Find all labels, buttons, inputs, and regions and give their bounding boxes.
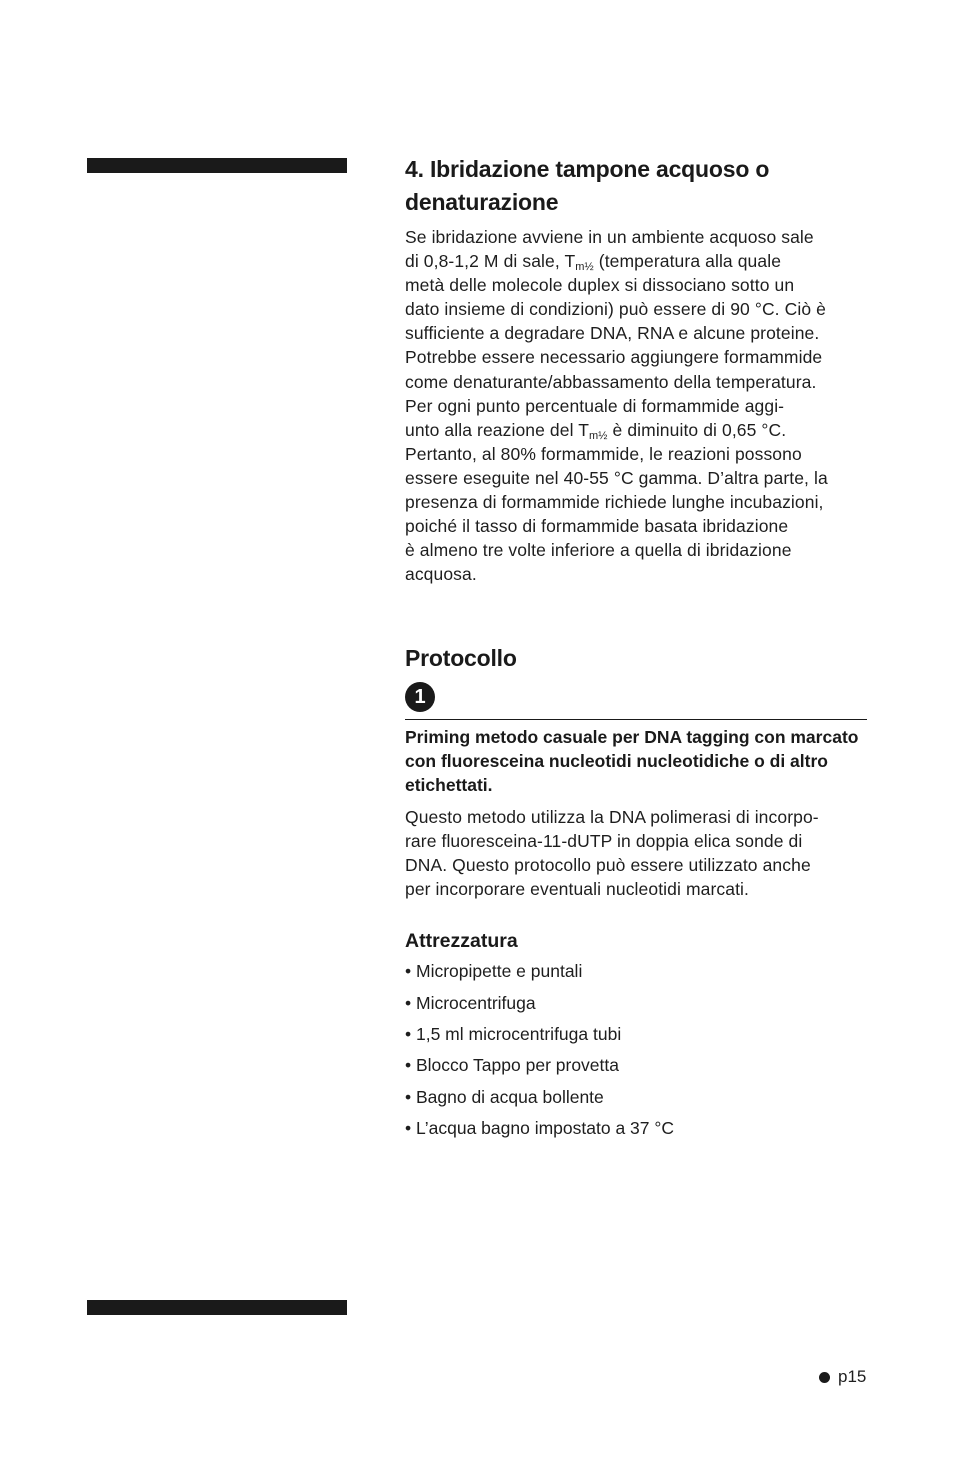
- body-line: [405, 249, 867, 273]
- body-line: [405, 297, 867, 321]
- protocol-heading: Protocollo: [405, 645, 517, 671]
- text-run: è diminuito di 0,65 °C.: [607, 419, 787, 440]
- text-run: Potrebbe essere necessario aggiungere formammide: [405, 347, 823, 368]
- lead-line: Priming metodo casuale per DNA tagging con marcato: [405, 727, 859, 747]
- lead-line: etichettati.: [405, 775, 493, 795]
- equipment-heading: Attrezzatura: [405, 930, 518, 953]
- section-title-line: 4. Ibridazione tampone acquoso o: [405, 156, 770, 182]
- subscript: m½: [575, 261, 594, 274]
- description-line: DNA. Questo protocollo può essere utilizzato anche: [405, 855, 811, 876]
- text-run: presenza di formammide richiede lunghe incubazioni,: [405, 492, 824, 513]
- body-line: [405, 538, 867, 562]
- section-title-line: denaturazione: [405, 189, 559, 215]
- body-line: [405, 273, 867, 297]
- text-run: dato insieme di condizioni) può essere di 90 °C. Ciò è: [405, 299, 826, 320]
- equipment-list: [405, 956, 867, 1144]
- body-line: [405, 514, 867, 538]
- body-line: [405, 490, 867, 514]
- body-line: [405, 418, 867, 442]
- body-line: [405, 345, 867, 369]
- text-run: Per ogni punto percentuale di formammide aggi-: [405, 395, 785, 416]
- text-run: Se ibridazione avviene in un ambiente acquoso sale: [405, 227, 814, 247]
- section-title: [405, 153, 867, 219]
- equipment-item: • L’acqua bagno impostato a 37 °C: [405, 1117, 675, 1138]
- protocol-description: [405, 805, 867, 901]
- step-number-badge: 1: [405, 682, 435, 712]
- description-line: rare fluoresceina-11-dUTP in doppia elica sonde di: [405, 831, 803, 852]
- section-block: [405, 153, 867, 586]
- text-run: poiché il tasso di formammide basata ibridazione: [405, 516, 789, 537]
- decorative-bar-bottom: [87, 1300, 347, 1315]
- decorative-bar-top: [87, 158, 347, 173]
- text-run: è almeno tre volte inferiore a quella di ibridazione: [405, 540, 792, 561]
- text-run: (temperatura alla quale: [593, 251, 782, 272]
- body-line: [405, 442, 867, 466]
- body-line: [405, 466, 867, 490]
- text-run: metà delle molecole duplex si dissociano sotto un: [405, 275, 795, 296]
- body-line: [405, 562, 867, 586]
- body-line: [405, 394, 867, 418]
- subscript: m½: [589, 429, 608, 442]
- body-line: [405, 225, 867, 249]
- text-run: come denaturante/abbassamento della temperatura.: [405, 371, 817, 392]
- body-line: [405, 321, 867, 345]
- description-line: Questo metodo utilizza la DNA polimerasi di incorpo-: [405, 807, 819, 827]
- description-line: per incorporare eventuali nucleotidi marcati.: [405, 879, 749, 900]
- text-run: Pertanto, al 80% formammide, le reazioni possono: [405, 443, 802, 464]
- equipment-item: • 1,5 ml microcentrifuga tubi: [405, 1023, 622, 1044]
- equipment-item: • Microcentrifuga: [405, 992, 536, 1013]
- equipment-item: • Bagno di acqua bollente: [405, 1086, 604, 1107]
- page-number: [819, 1366, 866, 1388]
- text-run: di 0,8-1,2 M di sale, T: [405, 251, 576, 272]
- text-run: sufficiente a degradare DNA, RNA e alcune proteine.: [405, 323, 820, 344]
- text-run: essere eseguite nel 40-55 °C gamma. D’altra parte, la: [405, 467, 828, 488]
- lead-line: con fluoresceina nucleotidi nucleotidiche o di altro: [405, 751, 828, 771]
- equipment-item: • Micropipette e puntali: [405, 961, 583, 982]
- body-line: [405, 370, 867, 394]
- section-body: [405, 225, 867, 586]
- protocol-block: [405, 643, 867, 1144]
- equipment-item: • Blocco Tappo per provetta: [405, 1055, 619, 1076]
- bullet-dot-icon: [819, 1372, 830, 1383]
- divider-rule: [405, 719, 867, 720]
- page-number-label: p15: [838, 1367, 867, 1386]
- text-run: acquosa.: [405, 564, 477, 585]
- text-run: unto alla reazione del T: [405, 419, 590, 440]
- protocol-lead: [405, 725, 867, 797]
